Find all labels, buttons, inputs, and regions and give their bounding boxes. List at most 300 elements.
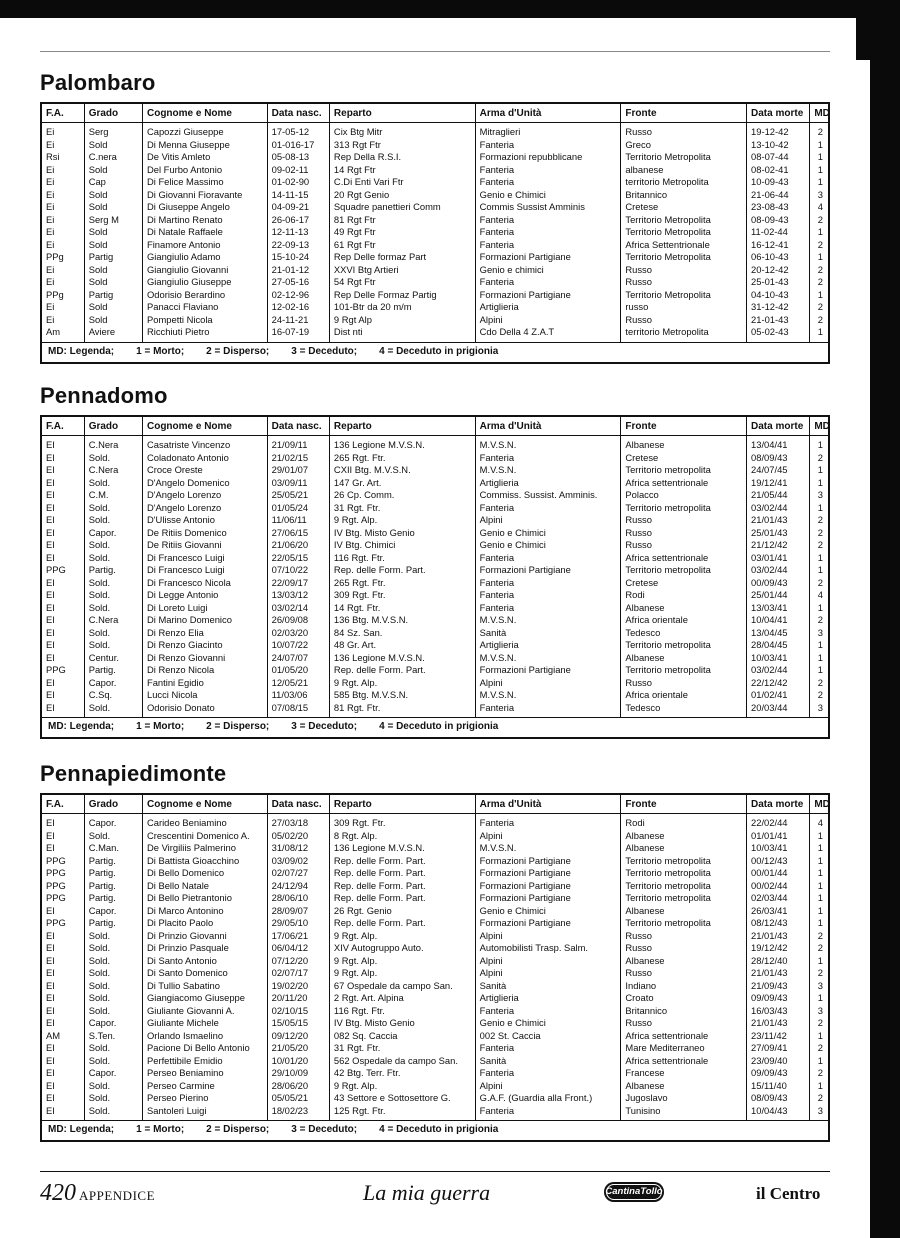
birth-date-cell: 17-05-12: [267, 123, 329, 139]
death-date-cell: 20-12-42: [747, 264, 810, 277]
front-cell: Tunisino: [621, 1105, 747, 1121]
death-date-cell: 00/09/43: [747, 577, 810, 590]
arm-cell: Formazioni Partigiane: [475, 892, 621, 905]
birth-date-cell: 06/04/12: [267, 942, 329, 955]
birth-date-cell: 02/03/20: [267, 627, 329, 640]
legend-item: 1 = Morto;: [136, 721, 185, 732]
front-cell: Russo: [621, 264, 747, 277]
birth-date-cell: 19/02/20: [267, 980, 329, 993]
arm-cell: Fanteria: [475, 1067, 621, 1080]
md-cell: 1: [817, 151, 823, 162]
front-cell: albanese: [621, 164, 747, 177]
legend-label: MD: Legenda;: [48, 1124, 115, 1135]
death-date-cell: 00/02/44: [747, 880, 810, 893]
grado-cell: Sold.: [84, 627, 142, 640]
name-cell: D'Angelo Lorenzo: [142, 502, 267, 515]
md-cell: 1: [817, 601, 823, 613]
unit-cell: 49 Rgt Ftr: [329, 226, 475, 239]
name-cell: Perfettibile Emidio: [142, 1055, 267, 1068]
front-cell: Francese: [621, 1067, 747, 1080]
column-header: Arma d'Unità: [475, 795, 621, 814]
death-date-cell: 21/09/43: [747, 980, 810, 993]
unit-cell: 9 Rgt. Alp.: [329, 1080, 475, 1093]
grado-cell: Sold: [84, 201, 142, 214]
birth-date-cell: 17/06/21: [267, 930, 329, 943]
birth-date-cell: 09/12/20: [267, 1030, 329, 1043]
death-date-cell: 21/01/43: [747, 967, 810, 980]
unit-cell: 265 Rgt. Ftr.: [329, 577, 475, 590]
fa-cell: Ei: [42, 239, 84, 252]
table-row: [42, 614, 828, 627]
table-row: [42, 527, 828, 540]
arm-cell: Fanteria: [475, 577, 621, 590]
column-header: Data morte: [747, 104, 810, 123]
name-cell: Perseo Pierino: [142, 1092, 267, 1105]
name-cell: Di Bello Domenico: [142, 867, 267, 880]
table-row: [42, 942, 828, 955]
name-cell: Carideo Beniamino: [142, 814, 267, 830]
birth-date-cell: 14-11-15: [267, 189, 329, 202]
name-cell: Di Prinzio Giovanni: [142, 930, 267, 943]
arm-cell: Alpini: [475, 967, 621, 980]
birth-date-cell: 12-11-13: [267, 226, 329, 239]
grado-cell: Sold.: [84, 992, 142, 1005]
death-date-cell: 23/11/42: [747, 1030, 810, 1043]
fa-cell: PPG: [42, 664, 84, 677]
birth-date-cell: 26-06-17: [267, 214, 329, 227]
front-cell: Mare Mediterraneo: [621, 1042, 747, 1055]
front-cell: Russo: [621, 276, 747, 289]
grado-cell: Capor.: [84, 905, 142, 918]
name-cell: Di Giovanni Fioravante: [142, 189, 267, 202]
arm-cell: Cdo Della 4 Z.A.T: [475, 326, 621, 342]
front-cell: Albanese: [621, 842, 747, 855]
death-date-cell: 28/04/45: [747, 639, 810, 652]
table-row: [42, 314, 828, 327]
arm-cell: Sanità: [475, 1055, 621, 1068]
grado-cell: Sold.: [84, 1092, 142, 1105]
fa-cell: EI: [42, 552, 84, 565]
front-cell: Britannico: [621, 189, 747, 202]
grado-cell: Sold: [84, 189, 142, 202]
birth-date-cell: 01-02-90: [267, 176, 329, 189]
legend-item: 4 = Deceduto in prigionia: [379, 1124, 499, 1135]
fa-cell: Ei: [42, 301, 84, 314]
table-row: [42, 980, 828, 993]
birth-date-cell: 13/03/12: [267, 589, 329, 602]
death-date-cell: 21-01-43: [747, 314, 810, 327]
grado-cell: Partig.: [84, 880, 142, 893]
unit-cell: 116 Rgt. Ftr.: [329, 552, 475, 565]
birth-date-cell: 24-11-21: [267, 314, 329, 327]
md-cell: 2: [817, 263, 823, 275]
table-row: [42, 1067, 828, 1080]
grado-cell: Sold.: [84, 967, 142, 980]
legend-item: 2 = Disperso;: [206, 1124, 270, 1135]
table-row: [42, 639, 828, 652]
name-cell: Di Giuseppe Angelo: [142, 201, 267, 214]
birth-date-cell: 05/02/20: [267, 830, 329, 843]
md-cell: 4: [817, 817, 823, 828]
md-legend: [42, 717, 828, 737]
name-cell: Di Santo Domenico: [142, 967, 267, 980]
arm-cell: Genio e Chimici: [475, 1017, 621, 1030]
unit-cell: 136 Legione M.V.S.N.: [329, 436, 475, 452]
md-cell: 1: [817, 917, 823, 928]
front-cell: Tedesco: [621, 702, 747, 718]
town-section-palombaro: [40, 70, 830, 364]
birth-date-cell: 21/02/15: [267, 452, 329, 465]
grado-cell: Partig.: [84, 867, 142, 880]
fa-cell: Ei: [42, 226, 84, 239]
front-cell: Africa orientale: [621, 614, 747, 627]
unit-cell: 125 Rgt. Ftr.: [329, 1105, 475, 1121]
md-cell: 1: [817, 992, 823, 1003]
fa-cell: EI: [42, 627, 84, 640]
name-cell: De Virgiliis Palmerino: [142, 842, 267, 855]
birth-date-cell: 22/05/15: [267, 552, 329, 565]
grado-cell: C.Sq.: [84, 689, 142, 702]
arm-cell: Mitraglieri: [475, 123, 621, 139]
unit-cell: 31 Rgt. Ftr.: [329, 1042, 475, 1055]
death-date-cell: 19/12/42: [747, 942, 810, 955]
arm-cell: Formazioni Partigiane: [475, 289, 621, 302]
front-cell: Territorio metropolita: [621, 880, 747, 893]
death-date-cell: 02/03/44: [747, 892, 810, 905]
arm-cell: Formazioni Partigiane: [475, 664, 621, 677]
md-cell: 2: [817, 238, 823, 250]
unit-cell: 20 Rgt Genio: [329, 189, 475, 202]
table-row: [42, 955, 828, 968]
table-row: [42, 930, 828, 943]
birth-date-cell: 03/02/14: [267, 602, 329, 615]
grado-cell: C.nera: [84, 151, 142, 164]
fa-cell: Am: [42, 326, 84, 342]
name-cell: Di Placito Paolo: [142, 917, 267, 930]
name-cell: Di Natale Raffaele: [142, 226, 267, 239]
arm-cell: M.V.S.N.: [475, 464, 621, 477]
arm-cell: G.A.F. (Guardia alla Front.): [475, 1092, 621, 1105]
arm-cell: Formazioni Partigiane: [475, 917, 621, 930]
name-cell: Di Francesco Nicola: [142, 577, 267, 590]
column-header: Data nasc.: [267, 417, 329, 436]
column-header: Grado: [84, 104, 142, 123]
birth-date-cell: 10/01/20: [267, 1055, 329, 1068]
arm-cell: Fanteria: [475, 502, 621, 515]
name-cell: Del Furbo Antonio: [142, 164, 267, 177]
table-row: [42, 514, 828, 527]
birth-date-cell: 07/12/20: [267, 955, 329, 968]
unit-cell: Rep. delle Form. Part.: [329, 892, 475, 905]
arm-cell: Alpini: [475, 955, 621, 968]
legend-item: 3 = Deceduto;: [291, 1124, 358, 1135]
grado-cell: Sold: [84, 226, 142, 239]
death-date-cell: 25/01/43: [747, 527, 810, 540]
section-label: APPENDICE: [79, 1188, 156, 1203]
fa-cell: EI: [42, 502, 84, 515]
unit-cell: 81 Rgt Ftr: [329, 214, 475, 227]
birth-date-cell: 02-12-96: [267, 289, 329, 302]
death-date-cell: 21/01/43: [747, 1017, 810, 1030]
grado-cell: Sold.: [84, 930, 142, 943]
grado-cell: Sold: [84, 314, 142, 327]
birth-date-cell: 12-02-16: [267, 301, 329, 314]
fa-cell: EI: [42, 677, 84, 690]
arm-cell: Fanteria: [475, 276, 621, 289]
column-header: Arma d'Unità: [475, 104, 621, 123]
table-row: [42, 452, 828, 465]
md-cell: 2: [817, 539, 823, 550]
unit-cell: 136 Btg. M.V.S.N.: [329, 614, 475, 627]
grado-cell: Cap: [84, 176, 142, 189]
column-header: Grado: [84, 795, 142, 814]
name-cell: Di Bello Pietrantonio: [142, 892, 267, 905]
arm-cell: Genio e Chimici: [475, 905, 621, 918]
fa-cell: EI: [42, 942, 84, 955]
grado-cell: Sold.: [84, 1005, 142, 1018]
death-date-cell: 00/01/44: [747, 867, 810, 880]
unit-cell: Dist nti: [329, 326, 475, 342]
grado-cell: Sold.: [84, 942, 142, 955]
death-date-cell: 25/01/44: [747, 589, 810, 602]
md-legend: [42, 342, 828, 362]
fa-cell: EI: [42, 477, 84, 490]
arm-cell: Formazioni Partigiane: [475, 880, 621, 893]
table-row: [42, 1017, 828, 1030]
legend-item: 4 = Deceduto in prigionia: [379, 721, 499, 732]
unit-cell: IV Btg. Chimici: [329, 539, 475, 552]
legend-item: 1 = Morto;: [136, 1124, 185, 1135]
md-cell: 1: [817, 288, 823, 300]
arm-cell: Fanteria: [475, 589, 621, 602]
name-cell: Pacione Di Bello Antonio: [142, 1042, 267, 1055]
unit-cell: 309 Rgt. Ftr.: [329, 814, 475, 830]
unit-cell: Rep Delle Formaz Partig: [329, 289, 475, 302]
md-cell: 2: [817, 929, 823, 941]
table-row: [42, 289, 828, 302]
front-cell: Albanese: [621, 955, 747, 968]
arm-cell: Artiglieria: [475, 992, 621, 1005]
arm-cell: Formazioni repubblicane: [475, 151, 621, 164]
md-cell: 2: [817, 1017, 823, 1028]
death-date-cell: 08-02-41: [747, 164, 810, 177]
death-date-cell: 16-12-41: [747, 239, 810, 252]
casualty-table: [40, 793, 830, 1142]
death-date-cell: 10/04/43: [747, 1105, 810, 1121]
arm-cell: Fanteria: [475, 1042, 621, 1055]
grado-cell: C.Nera: [84, 614, 142, 627]
front-cell: Africa settentrionale: [621, 1030, 747, 1043]
fa-cell: EI: [42, 955, 84, 968]
birth-date-cell: 01-016-17: [267, 139, 329, 152]
birth-date-cell: 09-02-11: [267, 164, 329, 177]
name-cell: Perseo Beniamino: [142, 1067, 267, 1080]
grado-cell: Sold.: [84, 830, 142, 843]
md-legend: [42, 1120, 828, 1140]
md-cell: 1: [817, 854, 823, 866]
grado-cell: Sold.: [84, 702, 142, 718]
column-header: Data morte: [747, 795, 810, 814]
birth-date-cell: 02/07/27: [267, 867, 329, 880]
front-cell: Tedesco: [621, 627, 747, 640]
grado-cell: Sold.: [84, 639, 142, 652]
death-date-cell: 21/12/42: [747, 539, 810, 552]
name-cell: Panacci Flaviano: [142, 301, 267, 314]
arm-cell: Fanteria: [475, 226, 621, 239]
death-date-cell: 08/09/43: [747, 452, 810, 465]
column-header: Reparto: [329, 417, 475, 436]
grado-cell: Sold: [84, 239, 142, 252]
birth-date-cell: 24/12/94: [267, 880, 329, 893]
table-row: [42, 664, 828, 677]
table-row: [42, 1080, 828, 1093]
grado-cell: Capor.: [84, 527, 142, 540]
death-date-cell: 25-01-43: [747, 276, 810, 289]
table-row: [42, 1105, 828, 1121]
table-row: [42, 1055, 828, 1068]
table-row: [42, 564, 828, 577]
table-row: [42, 301, 828, 314]
grado-cell: Partig.: [84, 664, 142, 677]
grado-cell: Sold.: [84, 602, 142, 615]
death-date-cell: 19/12/41: [747, 477, 810, 490]
birth-date-cell: 20/11/20: [267, 992, 329, 1005]
column-header: Data morte: [747, 417, 810, 436]
legend-item: 1 = Morto;: [136, 345, 185, 357]
birth-date-cell: 02/07/17: [267, 967, 329, 980]
md-cell: 1: [817, 1054, 823, 1066]
death-date-cell: 03/02/44: [747, 564, 810, 577]
grado-cell: Sold.: [84, 589, 142, 602]
death-date-cell: 01/02/41: [747, 689, 810, 702]
name-cell: Lucci Nicola: [142, 689, 267, 702]
death-date-cell: 21/05/44: [747, 489, 810, 502]
name-cell: D'Angelo Domenico: [142, 477, 267, 490]
grado-cell: Serg M: [84, 214, 142, 227]
grado-cell: Capor.: [84, 814, 142, 830]
name-cell: Santoleri Luigi: [142, 1105, 267, 1121]
fa-cell: Ei: [42, 123, 84, 139]
front-cell: Territorio Metropolita: [621, 251, 747, 264]
fa-cell: EI: [42, 1042, 84, 1055]
arm-cell: Genio e chimici: [475, 264, 621, 277]
table-row: [42, 1042, 828, 1055]
table-row: [42, 1005, 828, 1018]
front-cell: Territorio metropolita: [621, 917, 747, 930]
arm-cell: Alpini: [475, 677, 621, 690]
grado-cell: Capor.: [84, 1017, 142, 1030]
page-number: [40, 1180, 155, 1207]
md-cell: 3: [817, 489, 823, 500]
death-date-cell: 24/07/45: [747, 464, 810, 477]
fa-cell: EI: [42, 602, 84, 615]
md-cell: 2: [817, 276, 823, 287]
unit-cell: 309 Rgt. Ftr.: [329, 589, 475, 602]
table-row: [42, 552, 828, 565]
name-cell: De Ritiis Giovanni: [142, 539, 267, 552]
legend-item: 3 = Deceduto;: [291, 345, 358, 357]
arm-cell: Fanteria: [475, 814, 621, 830]
arm-cell: Alpini: [475, 514, 621, 527]
arm-cell: M.V.S.N.: [475, 614, 621, 627]
birth-date-cell: 22-09-13: [267, 239, 329, 252]
grado-cell: Sold.: [84, 1055, 142, 1068]
book-title: La mia guerra: [363, 1180, 491, 1205]
unit-cell: Squadre panettieri Comm: [329, 201, 475, 214]
arm-cell: 002 St. Caccia: [475, 1030, 621, 1043]
fa-cell: EI: [42, 1105, 84, 1121]
md-cell: 1: [817, 639, 823, 650]
front-cell: Russo: [621, 514, 747, 527]
death-date-cell: 09/09/43: [747, 992, 810, 1005]
unit-cell: 26 Cp. Comm.: [329, 489, 475, 502]
birth-date-cell: 18/02/23: [267, 1105, 329, 1121]
name-cell: Di Renzo Giacinto: [142, 639, 267, 652]
table-row: [42, 539, 828, 552]
birth-date-cell: 05/05/21: [267, 1092, 329, 1105]
table-row: [42, 992, 828, 1005]
front-cell: territorio Metropolita: [621, 326, 747, 342]
birth-date-cell: 31/08/12: [267, 842, 329, 855]
arm-cell: Formazioni Partigiane: [475, 867, 621, 880]
front-cell: Africa orientale: [621, 689, 747, 702]
birth-date-cell: 28/06/20: [267, 1080, 329, 1093]
fa-cell: EI: [42, 527, 84, 540]
table-header-row: [42, 795, 828, 814]
unit-cell: 8 Rgt. Alp.: [329, 830, 475, 843]
grado-cell: Capor.: [84, 1067, 142, 1080]
front-cell: Russo: [621, 539, 747, 552]
unit-cell: C.Di Enti Vari Ftr: [329, 176, 475, 189]
name-cell: Giuliante Giovanni A.: [142, 1005, 267, 1018]
fa-cell: EI: [42, 639, 84, 652]
town-section-pennadomo: [40, 383, 830, 739]
fa-cell: PPG: [42, 880, 84, 893]
unit-cell: Rep Della R.S.I.: [329, 151, 475, 164]
arm-cell: Fanteria: [475, 214, 621, 227]
unit-cell: Cix Btg Mitr: [329, 123, 475, 139]
fa-cell: EI: [42, 930, 84, 943]
town-section-pennapiedimonte: [40, 761, 830, 1142]
casualty-table: [40, 415, 830, 739]
arm-cell: Commis Sussist Amminis: [475, 201, 621, 214]
table-row: [42, 814, 828, 830]
death-date-cell: 10-09-43: [747, 176, 810, 189]
front-cell: Russo: [621, 967, 747, 980]
md-cell: 3: [817, 188, 823, 200]
death-date-cell: 03/02/44: [747, 664, 810, 677]
md-cell: 2: [817, 126, 823, 137]
fa-cell: EI: [42, 689, 84, 702]
table-row: [42, 123, 828, 139]
unit-cell: 54 Rgt Ftr: [329, 276, 475, 289]
fa-cell: EI: [42, 589, 84, 602]
front-cell: Territorio Metropolita: [621, 289, 747, 302]
table-row: [42, 905, 828, 918]
arm-cell: Fanteria: [475, 602, 621, 615]
md-cell: 1: [817, 1079, 823, 1091]
table-row: [42, 892, 828, 905]
header-rule: [40, 51, 830, 52]
fa-cell: EI: [42, 1067, 84, 1080]
grado-cell: C.M.: [84, 489, 142, 502]
front-cell: Russo: [621, 527, 747, 540]
fa-cell: EI: [42, 539, 84, 552]
unit-cell: Rep. delle Form. Part.: [329, 855, 475, 868]
md-cell: 1: [817, 564, 823, 575]
front-cell: Albanese: [621, 905, 747, 918]
fa-cell: EI: [42, 1017, 84, 1030]
